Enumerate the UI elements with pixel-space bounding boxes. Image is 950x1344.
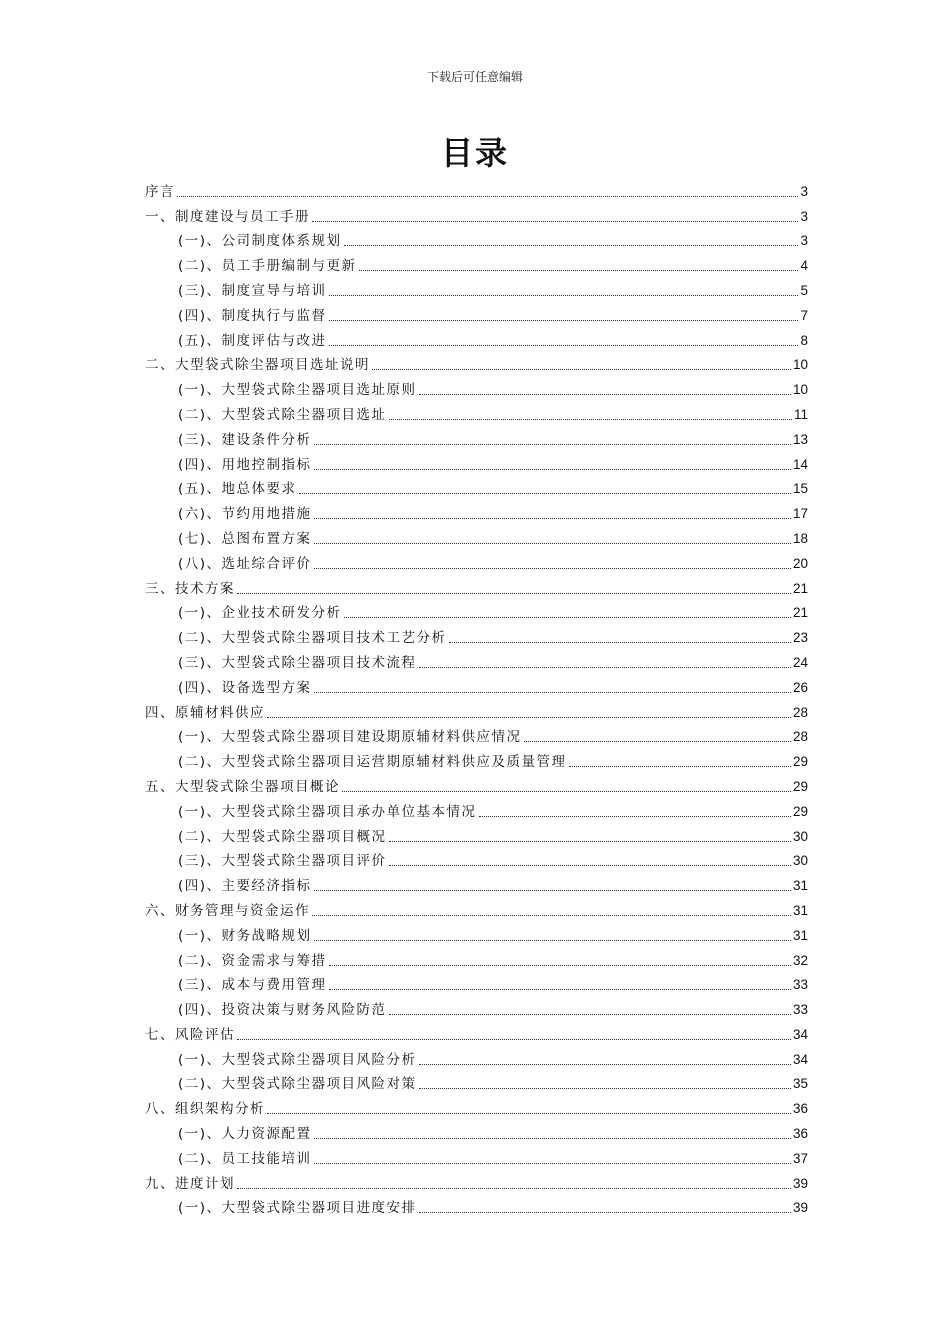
toc-entry[interactable]	[145, 548, 808, 573]
toc-entry[interactable]	[145, 647, 808, 672]
toc-dot-leader	[314, 692, 791, 693]
table-of-contents	[145, 176, 808, 1217]
toc-entry-label: 六、财务管理与资金运作	[145, 902, 310, 919]
toc-entry-label: 五、大型袋式除尘器项目概论	[145, 778, 340, 795]
toc-dot-leader	[419, 667, 791, 668]
toc-dot-leader	[329, 989, 791, 990]
toc-dot-leader	[389, 841, 791, 842]
toc-entry[interactable]	[145, 771, 808, 796]
toc-entry-label: 八、组织架构分析	[145, 1101, 265, 1118]
toc-entry-label: (一)、企业技术研发分析	[178, 605, 342, 622]
toc-entry-label: (三)、大型袋式除尘器项目技术流程	[178, 654, 417, 671]
toc-dot-leader	[314, 890, 791, 891]
toc-entry-label: (四)、主要经济指标	[178, 878, 312, 895]
toc-entry-label: (一)、大型袋式除尘器项目进度安排	[178, 1200, 417, 1217]
toc-dot-leader	[419, 1212, 791, 1213]
toc-entry-label: (一)、公司制度体系规划	[178, 233, 342, 250]
toc-entry[interactable]	[145, 1143, 808, 1168]
toc-entry-page: 31	[792, 878, 808, 894]
toc-entry[interactable]	[145, 474, 808, 499]
toc-entry-page: 36	[792, 1126, 808, 1142]
toc-entry-page: 7	[800, 307, 808, 323]
toc-entry-page: 14	[792, 456, 808, 472]
toc-entry-label: (四)、制度执行与监督	[178, 307, 327, 324]
toc-entry[interactable]	[145, 523, 808, 548]
toc-entry[interactable]	[145, 300, 808, 325]
toc-entry-page: 11	[793, 406, 808, 422]
toc-dot-leader	[314, 469, 791, 470]
toc-entry-page: 8	[800, 332, 808, 348]
toc-entry-page: 28	[792, 729, 808, 745]
toc-dot-leader	[344, 245, 799, 246]
toc-entry-page: 3	[800, 183, 808, 199]
toc-entry-page: 39	[792, 1175, 808, 1191]
toc-entry-page: 31	[792, 902, 808, 918]
toc-dot-leader	[314, 940, 791, 941]
toc-entry-label: (三)、成本与费用管理	[178, 977, 327, 994]
toc-dot-leader	[329, 295, 799, 296]
toc-dot-leader	[389, 419, 792, 420]
toc-entry-page: 3	[800, 233, 808, 249]
toc-entry-page: 33	[792, 977, 808, 993]
toc-dot-leader	[569, 766, 791, 767]
toc-entry-label: (二)、员工手册编制与更新	[178, 258, 357, 275]
toc-entry[interactable]	[145, 374, 808, 399]
toc-entry[interactable]	[145, 424, 808, 449]
toc-entry[interactable]	[145, 697, 808, 722]
toc-dot-leader	[314, 1138, 791, 1139]
toc-entry-label: (一)、大型袋式除尘器项目承办单位基本情况	[178, 803, 477, 820]
toc-entry-label: (二)、大型袋式除尘器项目风险对策	[178, 1076, 417, 1093]
toc-entry[interactable]	[145, 573, 808, 598]
toc-dot-leader	[479, 816, 791, 817]
toc-entry[interactable]	[145, 796, 808, 821]
toc-dot-leader	[359, 270, 799, 271]
toc-dot-leader	[312, 915, 791, 916]
toc-entry-page: 30	[792, 828, 808, 844]
toc-dot-leader	[329, 345, 799, 346]
toc-entry-label: (五)、地总体要求	[178, 481, 297, 498]
toc-entry[interactable]	[145, 449, 808, 474]
toc-entry-page: 36	[792, 1101, 808, 1117]
toc-entry-label: (四)、投资决策与财务风险防范	[178, 1002, 387, 1019]
toc-entry-label: 一、制度建设与员工手册	[145, 208, 310, 225]
toc-dot-leader	[419, 394, 791, 395]
toc-entry[interactable]	[145, 226, 808, 251]
toc-entry[interactable]	[145, 870, 808, 895]
toc-dot-leader	[312, 221, 798, 222]
toc-entry-label: (三)、制度宣导与培训	[178, 282, 327, 299]
toc-entry-label: (一)、大型袋式除尘器项目选址原则	[178, 382, 417, 399]
toc-dot-leader	[177, 196, 798, 197]
toc-entry-page: 10	[792, 382, 808, 398]
toc-entry-page: 35	[792, 1076, 808, 1092]
toc-entry-label: (二)、大型袋式除尘器项目技术工艺分析	[178, 630, 447, 647]
toc-entry-page: 5	[800, 282, 808, 298]
toc-entry-label: (二)、大型袋式除尘器项目运营期原辅材料供应及质量管理	[178, 754, 567, 771]
toc-entry-label: 序言	[145, 183, 175, 200]
toc-entry[interactable]	[145, 250, 808, 275]
toc-dot-leader	[524, 741, 791, 742]
toc-entry-label: 九、进度计划	[145, 1175, 235, 1192]
toc-dot-leader	[344, 617, 791, 618]
toc-entry-page: 24	[792, 654, 808, 670]
toc-entry-label: (五)、制度评估与改进	[178, 332, 327, 349]
toc-entry-page: 29	[792, 778, 808, 794]
toc-dot-leader	[314, 444, 791, 445]
toc-entry-label: 四、原辅材料供应	[145, 704, 265, 721]
toc-dot-leader	[267, 1113, 791, 1114]
toc-entry-page: 37	[792, 1150, 808, 1166]
toc-entry[interactable]	[145, 1069, 808, 1094]
toc-entry-label: (二)、员工技能培训	[178, 1150, 312, 1167]
toc-entry[interactable]	[145, 1168, 808, 1193]
toc-entry-label: (一)、大型袋式除尘器项目建设期原辅材料供应情况	[178, 729, 522, 746]
toc-dot-leader	[419, 1088, 791, 1089]
toc-entry[interactable]	[145, 846, 808, 871]
toc-entry-page: 34	[792, 1026, 808, 1042]
toc-entry[interactable]	[145, 895, 808, 920]
toc-entry[interactable]	[145, 201, 808, 226]
toc-entry-label: 二、大型袋式除尘器项目选址说明	[145, 357, 370, 374]
toc-entry-page: 21	[792, 605, 808, 621]
toc-dot-leader	[237, 1188, 791, 1189]
toc-dot-leader	[237, 593, 791, 594]
toc-entry-label: (七)、总图布置方案	[178, 530, 312, 547]
toc-entry[interactable]	[145, 746, 808, 771]
toc-dot-leader	[419, 1064, 791, 1065]
toc-dot-leader	[299, 493, 791, 494]
toc-dot-leader	[314, 518, 791, 519]
toc-entry-label: 三、技术方案	[145, 580, 235, 597]
toc-entry[interactable]	[145, 1193, 808, 1218]
toc-entry-label: 七、风险评估	[145, 1026, 235, 1043]
toc-entry[interactable]	[145, 598, 808, 623]
toc-entry-label: (二)、大型袋式除尘器项目选址	[178, 406, 387, 423]
toc-entry[interactable]	[145, 945, 808, 970]
toc-entry[interactable]	[145, 994, 808, 1019]
toc-dot-leader	[314, 568, 791, 569]
toc-dot-leader	[329, 965, 791, 966]
toc-entry-page: 13	[792, 431, 808, 447]
toc-entry-page: 33	[792, 1002, 808, 1018]
toc-entry[interactable]	[145, 1093, 808, 1118]
toc-entry-label: (二)、大型袋式除尘器项目概况	[178, 828, 387, 845]
toc-dot-leader	[237, 1039, 791, 1040]
toc-entry[interactable]	[145, 498, 808, 523]
toc-entry[interactable]	[145, 399, 808, 424]
toc-entry-label: (三)、大型袋式除尘器项目评价	[178, 853, 387, 870]
toc-entry[interactable]	[145, 672, 808, 697]
toc-entry-label: (六)、节约用地措施	[178, 506, 312, 523]
toc-entry-page: 18	[792, 530, 808, 546]
toc-dot-leader	[389, 865, 791, 866]
toc-entry[interactable]	[145, 970, 808, 995]
toc-entry-label: (八)、选址综合评价	[178, 555, 312, 572]
toc-dot-leader	[267, 717, 791, 718]
toc-title: 目录	[440, 134, 509, 172]
toc-entry[interactable]	[145, 275, 808, 300]
toc-entry-page: 17	[792, 506, 808, 522]
toc-entry-label: (一)、大型袋式除尘器项目风险分析	[178, 1051, 417, 1068]
toc-entry[interactable]	[145, 1118, 808, 1143]
toc-entry[interactable]	[145, 622, 808, 647]
toc-entry[interactable]	[145, 920, 808, 945]
toc-entry-page: 30	[792, 853, 808, 869]
toc-entry-label: (一)、人力资源配置	[178, 1126, 312, 1143]
toc-entry[interactable]	[145, 176, 808, 201]
toc-entry[interactable]	[145, 325, 808, 350]
toc-dot-leader	[389, 1014, 791, 1015]
toc-entry-page: 32	[792, 952, 808, 968]
toc-entry-page: 23	[792, 630, 808, 646]
toc-entry[interactable]	[145, 350, 808, 375]
toc-entry[interactable]	[145, 821, 808, 846]
toc-entry-page: 21	[792, 580, 808, 596]
toc-entry-page: 20	[792, 555, 808, 571]
toc-dot-leader	[449, 642, 791, 643]
toc-entry-page: 28	[792, 704, 808, 720]
toc-entry-page: 3	[800, 208, 808, 224]
toc-entry-label: (一)、财务战略规划	[178, 927, 312, 944]
toc-entry-page: 34	[792, 1051, 808, 1067]
toc-dot-leader	[329, 320, 799, 321]
toc-entry-page: 15	[792, 481, 808, 497]
toc-entry[interactable]	[145, 1044, 808, 1069]
toc-entry-label: (二)、资金需求与筹措	[178, 952, 327, 969]
toc-entry-label: (四)、用地控制指标	[178, 456, 312, 473]
toc-entry-page: 31	[792, 927, 808, 943]
header-note: 下载后可任意编辑	[426, 70, 523, 84]
toc-dot-leader	[372, 369, 791, 370]
toc-entry-page: 39	[792, 1200, 808, 1216]
toc-entry-page: 26	[792, 679, 808, 695]
toc-entry-page: 10	[792, 357, 808, 373]
toc-entry[interactable]	[145, 722, 808, 747]
toc-entry[interactable]	[145, 1019, 808, 1044]
toc-dot-leader	[314, 1163, 791, 1164]
toc-dot-leader	[314, 543, 791, 544]
toc-entry-label: (三)、建设条件分析	[178, 431, 312, 448]
toc-dot-leader	[342, 791, 791, 792]
toc-entry-page: 4	[800, 258, 808, 274]
toc-entry-label: (四)、设备选型方案	[178, 679, 312, 696]
toc-entry-page: 29	[792, 754, 808, 770]
toc-entry-page: 29	[792, 803, 808, 819]
